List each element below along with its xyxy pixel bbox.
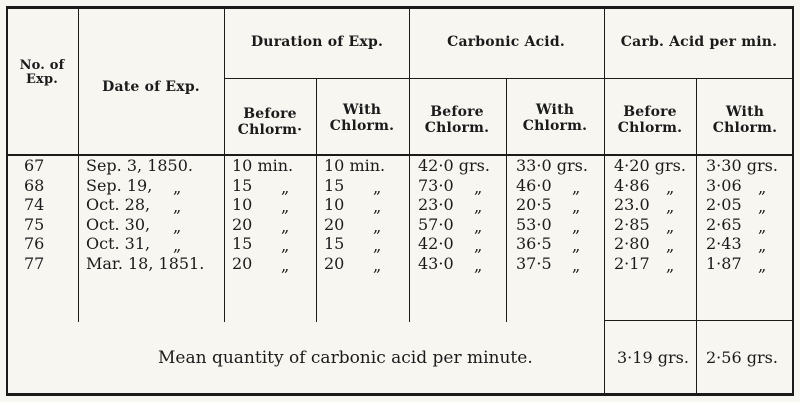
ditto-mark: „ — [666, 197, 675, 217]
cell-no: 68 — [24, 175, 45, 195]
cell-ca-with: 33·0 grs. — [516, 156, 588, 175]
cell-dur-with: 20 — [324, 214, 345, 234]
cell-no: 75 — [24, 214, 45, 234]
ditto-mark: „ — [474, 256, 483, 275]
ditto-mark: „ — [373, 216, 382, 236]
cell-pm-with: 2·43 — [706, 234, 742, 254]
cell-date: Oct. 31, — [86, 234, 151, 254]
mean-rule — [604, 320, 794, 321]
cell-ca-before: 23·0 — [418, 195, 454, 215]
cell-dur-before: 15 — [232, 175, 253, 195]
cell-dur-before: 20 — [232, 254, 253, 273]
cell-dur-before: 20 — [232, 214, 253, 234]
ditto-mark: „ — [572, 216, 581, 236]
cell-ca-before: 43·0 — [418, 254, 454, 273]
cell-dur-with: 10 min. — [324, 156, 386, 175]
ditto-mark: „ — [474, 236, 483, 256]
cell-no: 77 — [24, 254, 45, 273]
cell-date: Sep. 19, — [86, 175, 153, 195]
cell-pm-with: 2·05 — [706, 195, 742, 215]
divider-pm — [696, 78, 697, 396]
cell-pm-before: 4·20 grs. — [614, 156, 686, 175]
cell-ca-with: 36·5 — [516, 234, 552, 254]
cell-ca-with: 37·5 — [516, 254, 552, 273]
divider-no-date — [78, 6, 79, 322]
cell-ca-before: 57·0 — [418, 214, 454, 234]
ditto-mark: „ — [572, 236, 581, 256]
cell-pm-with: 2·65 — [706, 214, 742, 234]
cell-date: Mar. 18, 1851. — [86, 254, 205, 273]
ditto-mark: „ — [281, 197, 290, 217]
ditto-mark: „ — [666, 216, 675, 236]
ditto-mark: „ — [474, 197, 483, 217]
cell-dur-before: 10 min. — [232, 156, 294, 175]
cell-ca-with: 53·0 — [516, 214, 552, 234]
cell-dur-with: 15 — [324, 175, 345, 195]
header-date: Date of Exp. — [102, 79, 200, 95]
subheader-dur-with: With Chlorm. — [329, 102, 395, 134]
ditto-mark: „ — [758, 177, 767, 197]
ditto-mark: „ — [758, 236, 767, 256]
ditto-mark: „ — [474, 216, 483, 236]
cell-pm-before: 2·17 — [614, 254, 650, 273]
subheader-ca-with: With Chlorm. — [522, 102, 588, 134]
ditto-mark: „ — [474, 177, 483, 197]
cell-dur-before: 15 — [232, 234, 253, 254]
mean-with: 2·56 grs. — [706, 348, 778, 367]
ditto-mark: „ — [572, 256, 581, 275]
subheader-dur-before: Before Chlorm· — [237, 106, 303, 138]
ditto-mark: „ — [173, 236, 182, 256]
cell-no: 76 — [24, 234, 45, 254]
cell-dur-before: 10 — [232, 195, 253, 215]
cell-ca-before: 42·0 — [418, 234, 454, 254]
cell-no: 74 — [24, 195, 45, 215]
cell-pm-with: 3·06 — [706, 175, 742, 195]
ditto-mark: „ — [572, 177, 581, 197]
cell-date: Oct. 30, — [86, 214, 151, 234]
top-rule — [6, 6, 794, 9]
ditto-mark: „ — [173, 216, 182, 236]
ditto-mark: „ — [281, 216, 290, 236]
header-per-minute: Carb. Acid per min. — [620, 34, 778, 50]
cell-pm-before: 4·86 — [614, 175, 650, 195]
cell-pm-before: 2·80 — [614, 234, 650, 254]
left-rule — [6, 6, 8, 396]
cell-dur-with: 20 — [324, 254, 345, 273]
ditto-mark: „ — [666, 177, 675, 197]
mean-label: Mean quantity of carbonic acid per minute. — [158, 348, 533, 368]
ditto-mark: „ — [173, 197, 182, 217]
cell-no: 67 — [24, 156, 45, 175]
right-rule — [792, 6, 794, 396]
carbonic-acid-table — [6, 6, 794, 396]
ditto-mark: „ — [281, 256, 290, 275]
ditto-mark: „ — [281, 236, 290, 256]
cell-pm-with: 3·30 grs. — [706, 156, 778, 175]
ditto-mark: „ — [666, 236, 675, 256]
header-no: No. of Exp. — [19, 58, 65, 87]
ditto-mark: „ — [373, 236, 382, 256]
divider-ca — [506, 78, 507, 322]
ditto-mark: „ — [572, 197, 581, 217]
ditto-mark: „ — [373, 256, 382, 275]
ditto-mark: „ — [373, 197, 382, 217]
cell-pm-before: 2·85 — [614, 214, 650, 234]
cell-dur-with: 10 — [324, 195, 345, 215]
cell-ca-with: 46·0 — [516, 175, 552, 195]
ditto-mark: „ — [758, 256, 767, 275]
ditto-mark: „ — [373, 177, 382, 197]
subheader-pm-before: Before Chlorm. — [617, 104, 683, 136]
ditto-mark: „ — [666, 256, 675, 275]
header-duration: Duration of Exp. — [250, 34, 384, 50]
header-carbonic-acid: Carbonic Acid. — [447, 34, 565, 50]
divider-date-dur — [224, 6, 225, 322]
ditto-mark: „ — [758, 216, 767, 236]
cell-ca-before: 42·0 grs. — [418, 156, 490, 175]
divider-dur-ca — [409, 6, 410, 322]
divider-ca-pm — [604, 6, 605, 396]
cell-pm-with: 1·87 — [706, 254, 742, 273]
cell-ca-with: 20·5 — [516, 195, 552, 215]
divider-dur — [316, 78, 317, 322]
cell-date: Oct. 28, — [86, 195, 151, 215]
cell-dur-with: 15 — [324, 234, 345, 254]
ditto-mark: „ — [173, 177, 182, 197]
mean-before: 3·19 grs. — [617, 348, 689, 367]
subheader-rule — [224, 78, 794, 79]
ditto-mark: „ — [281, 177, 290, 197]
subheader-ca-before: Before Chlorm. — [424, 104, 490, 136]
subheader-pm-with: With Chlorm. — [712, 104, 778, 136]
cell-pm-before: 23.0 — [614, 195, 650, 215]
cell-ca-before: 73·0 — [418, 175, 454, 195]
cell-date: Sep. 3, 1850. — [86, 156, 193, 175]
bottom-rule — [6, 393, 794, 396]
ditto-mark: „ — [758, 197, 767, 217]
